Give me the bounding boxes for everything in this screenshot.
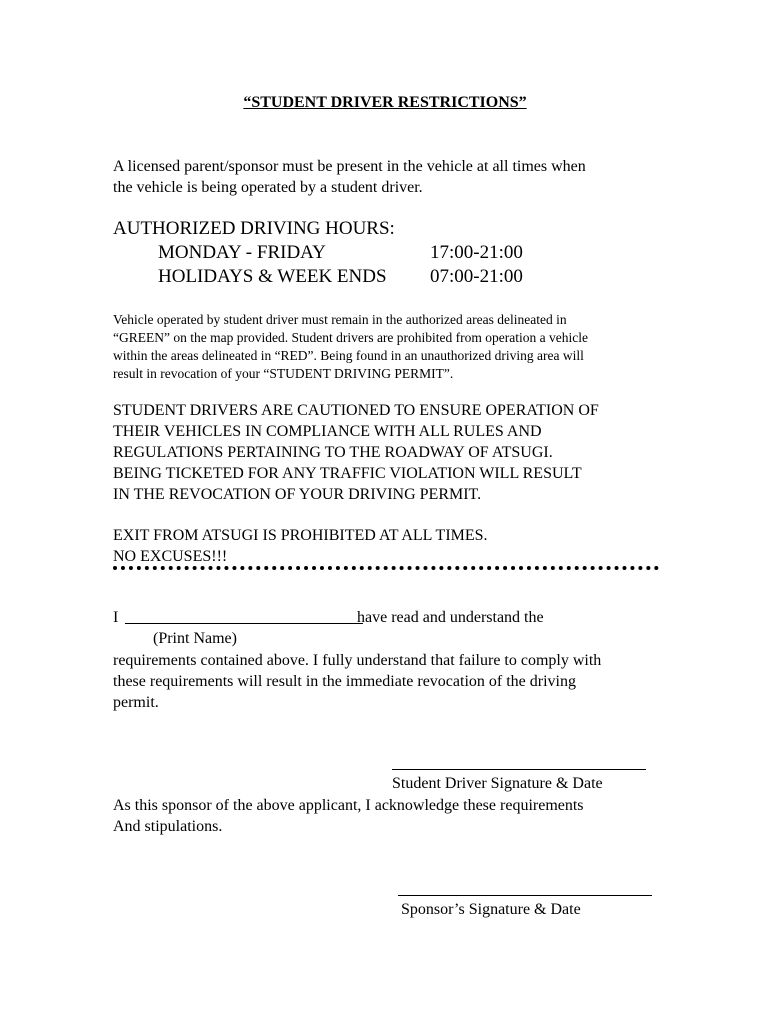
- areas-line: “GREEN” on the map provided. Student drivers are prohibited from operation a vehicle: [113, 330, 588, 345]
- student-signature-line[interactable]: [392, 769, 646, 770]
- exit-line: NO EXCUSES!!!: [113, 548, 228, 565]
- ack-line: these requirements will result in the immediate revocation of the driving: [113, 673, 576, 690]
- exit-paragraph: [113, 525, 488, 567]
- ack-line: requirements contained above. I fully understand that failure to comply with: [113, 652, 602, 669]
- hours-row-holiday: [158, 265, 538, 289]
- ack-line: permit.: [113, 694, 159, 711]
- intro-line: the vehicle is being operated by a student driver.: [113, 179, 423, 196]
- caution-line: THEIR VEHICLES IN COMPLIANCE WITH ALL RULES AND: [113, 423, 542, 440]
- sponsor-line: And stipulations.: [113, 818, 223, 835]
- caution-line: STUDENT DRIVERS ARE CAUTIONED TO ENSURE OPERATION OF: [113, 402, 599, 419]
- areas-line: Vehicle operated by student driver must remain in the authorized areas delineated in: [113, 312, 567, 327]
- areas-line: result in revocation of your “STUDENT DRIVING PERMIT”.: [113, 366, 454, 381]
- document-title: “STUDENT DRIVER RESTRICTIONS”: [243, 94, 527, 111]
- caution-paragraph: [113, 400, 599, 505]
- hours-label: MONDAY - FRIDAY: [158, 242, 326, 263]
- hours-value: 17:00-21:00: [430, 242, 523, 263]
- caution-line: IN THE REVOCATION OF YOUR DRIVING PERMIT.: [113, 486, 482, 503]
- caution-line: BEING TICKETED FOR ANY TRAFFIC VIOLATION WILL RESULT: [113, 465, 582, 482]
- sponsor-signature-label: Sponsor’s Signature & Date: [401, 901, 581, 918]
- name-line: [113, 607, 673, 628]
- ack-prefix: I: [113, 609, 119, 626]
- hours-row-weekday: [158, 241, 538, 265]
- hours-label: HOLIDAYS & WEEK ENDS: [158, 266, 387, 287]
- ack-suffix: have read and understand the: [357, 609, 544, 626]
- student-signature-label: Student Driver Signature & Date: [392, 775, 603, 792]
- sponsor-paragraph: [113, 795, 584, 837]
- sponsor-signature-line[interactable]: [398, 895, 652, 896]
- print-name-label: (Print Name): [153, 630, 237, 647]
- dotted-divider: [113, 566, 659, 570]
- hours-heading: AUTHORIZED DRIVING HOURS:: [113, 218, 395, 239]
- hours-value: 07:00-21:00: [430, 266, 523, 287]
- exit-line: EXIT FROM ATSUGI IS PROHIBITED AT ALL TIMES.: [113, 527, 488, 544]
- print-name-field[interactable]: [125, 623, 363, 624]
- sponsor-line: As this sponsor of the above applicant, I acknowledge these requirements: [113, 797, 584, 814]
- caution-line: REGULATIONS PERTAINING TO THE ROADWAY OF ATSUGI.: [113, 444, 553, 461]
- intro-paragraph: [113, 156, 586, 198]
- areas-paragraph: [113, 311, 588, 383]
- ack-paragraph: [113, 650, 601, 713]
- areas-line: within the areas delineated in “RED”. Being found in an unauthorized driving area will: [113, 348, 584, 363]
- intro-line: A licensed parent/sponsor must be present in the vehicle at all times when: [113, 158, 586, 175]
